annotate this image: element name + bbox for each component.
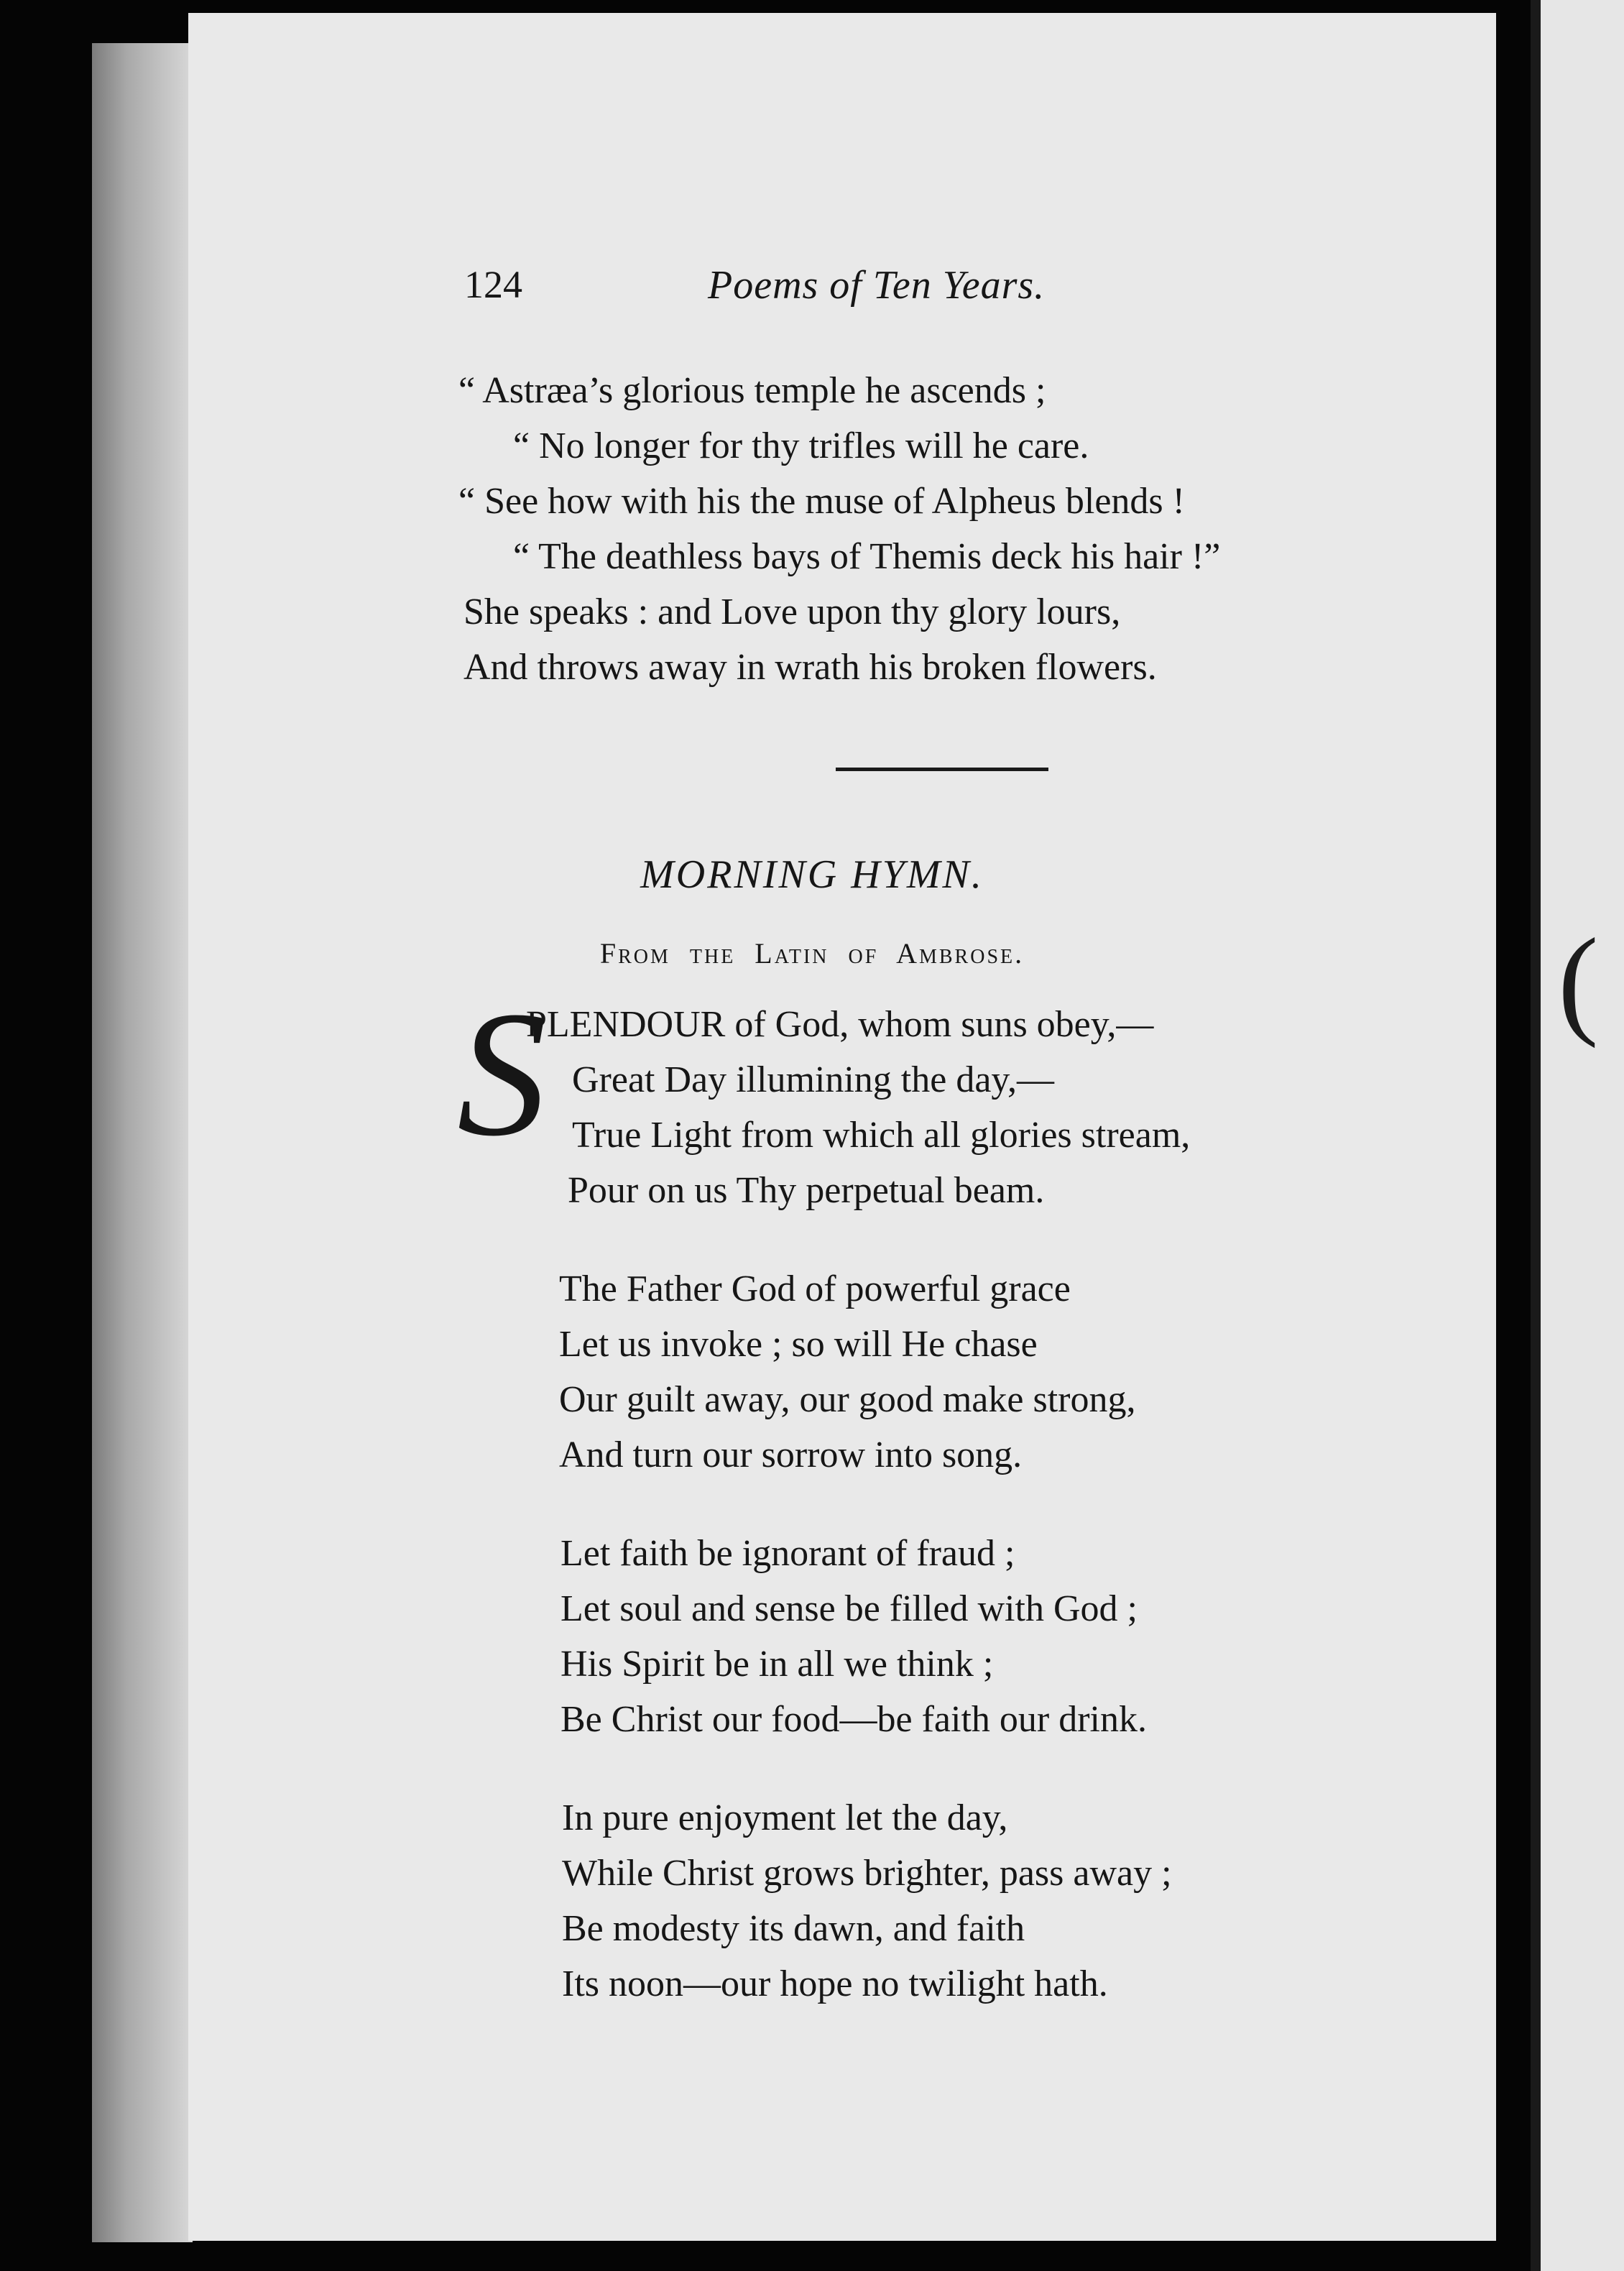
poem-first-line: PLENDOUR of God, whom suns obey,—	[526, 1004, 1154, 1045]
poem-line: The Father God of powerful grace	[559, 1268, 1071, 1309]
poem-title: MORNING HYMN.	[640, 852, 984, 897]
previous-poem-line: “ The deathless bays of Themis deck his hair !”	[513, 536, 1221, 577]
previous-poem-line: “ See how with his the muse of Alpheus blends !	[458, 481, 1185, 522]
page-number: 124	[464, 263, 522, 306]
poem-line: Its noon—our hope no twilight hath.	[562, 1963, 1108, 2004]
previous-poem-line: And throws away in wrath his broken flowers.	[463, 647, 1157, 688]
page-edge	[92, 43, 193, 2242]
poem-line: Great Day illumining the day,—	[572, 1059, 1055, 1100]
previous-poem-line: She speaks : and Love upon thy glory lours,	[463, 591, 1121, 632]
poem-subtitle: From the Latin of Ambrose.	[599, 937, 1025, 969]
previous-poem-line: “ No longer for thy trifles will he care.	[513, 425, 1089, 466]
poem-line: Pour on us Thy perpetual beam.	[568, 1170, 1045, 1211]
poem-line: Let soul and sense be filled with God ;	[560, 1588, 1138, 1629]
facing-page	[1531, 0, 1624, 2271]
poem-line: Our guilt away, our good make strong,	[559, 1379, 1136, 1420]
poem-line: His Spirit be in all we think ;	[560, 1644, 994, 1685]
poem-line: Let faith be ignorant of fraud ;	[560, 1533, 1015, 1574]
poem-line: In pure enjoyment let the day,	[562, 1797, 1008, 1838]
section-divider	[836, 768, 1048, 771]
previous-poem-line: “ Astræa’s glorious temple he ascends ;	[458, 370, 1046, 411]
poem-line: Be modesty its dawn, and faith	[562, 1908, 1025, 1949]
poem-line: Let us invoke ; so will He chase	[559, 1324, 1038, 1365]
poem-line: And turn our sorrow into song.	[559, 1434, 1023, 1475]
book-title: Poems of Ten Years.	[708, 263, 1046, 308]
drop-cap: S	[457, 975, 547, 1174]
facing-page-glyph: (	[1558, 913, 1599, 1049]
poem-line: True Light from which all glories stream,	[572, 1115, 1191, 1156]
running-head	[0, 262, 1624, 313]
poem-line: While Christ grows brighter, pass away ;	[562, 1853, 1172, 1894]
poem-line: Be Christ our food—be faith our drink.	[560, 1699, 1147, 1740]
